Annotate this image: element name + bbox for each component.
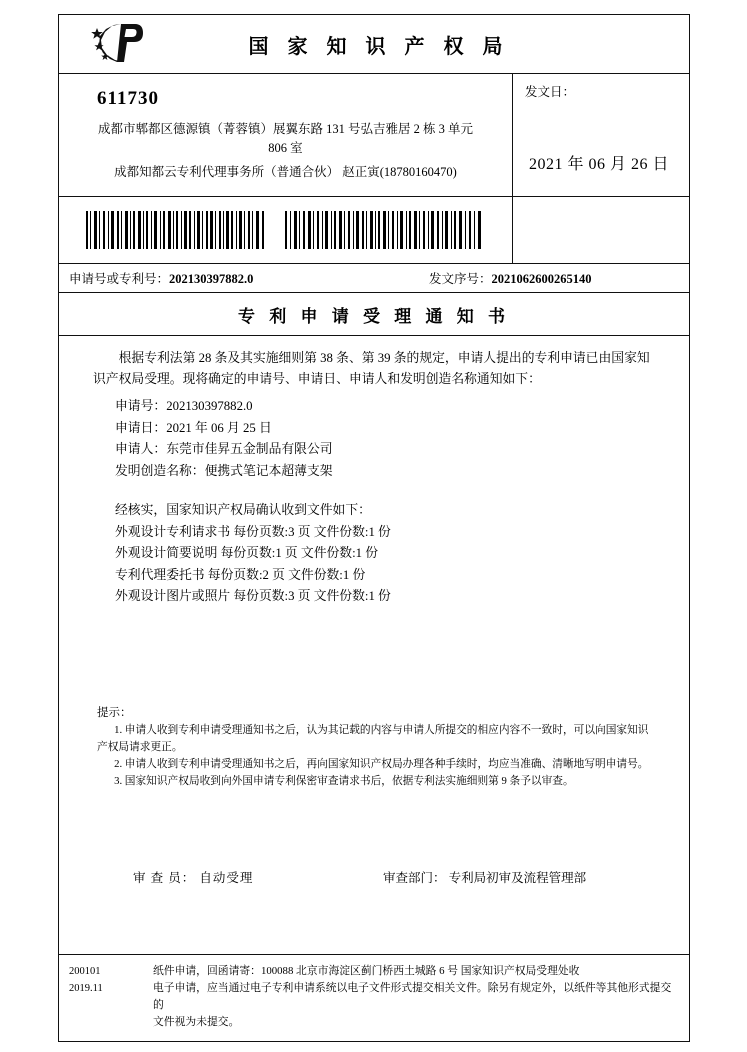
document-item-request: 外观设计专利请求书 每份页数:3 页 文件份数:1 份 bbox=[115, 524, 391, 539]
barcode-cell bbox=[59, 197, 513, 263]
document-footer bbox=[59, 954, 689, 1041]
footer-line-3: 文件视为未提交。 bbox=[153, 1016, 240, 1028]
document-item-power-of-attorney: 专利代理委托书 每份页数:2 页 文件份数:1 份 bbox=[115, 567, 366, 582]
note-item-3: 3. 国家知识产权局收到向外国申请专利保密审查请求书后，依据专利法实施细则第 9 条予以审查。 bbox=[114, 774, 574, 787]
application-number-field bbox=[59, 269, 369, 287]
barcode-application-number-icon bbox=[86, 211, 266, 249]
address-cell bbox=[59, 74, 513, 196]
footer-line-2: 电子申请，应当通过电子专利申请系统以电子文件形式提交相关文件。除另有规定外，以纸件等其他形式提交的 bbox=[153, 982, 672, 1011]
footer-version-date: 2019.11 bbox=[69, 983, 103, 994]
department-label: 审查部门： bbox=[383, 870, 446, 885]
field-application-date: 申请日：2021 年 06 月 25 日 bbox=[115, 420, 272, 435]
documents-heading: 经核实，国家知识产权局确认收到文件如下： bbox=[115, 503, 371, 517]
document-item-brief: 外观设计简要说明 每份页数:1 页 文件份数:1 份 bbox=[115, 546, 379, 560]
page-title: 国 家 知 识 产 权 局 bbox=[248, 35, 510, 58]
recipient-code: 611730 bbox=[97, 88, 159, 109]
barcode-dispatch-number-icon bbox=[285, 211, 485, 249]
footer-form-code: 200101 bbox=[69, 966, 101, 977]
address-date-row bbox=[59, 74, 689, 197]
fields-list bbox=[93, 396, 655, 482]
examiner-label: 审 查 员： bbox=[133, 870, 196, 885]
application-number-value: 202130397882.0 bbox=[169, 272, 254, 286]
dispatch-number-field bbox=[369, 269, 689, 287]
document-title: 专 利 申 请 受 理 通 知 书 bbox=[59, 293, 689, 336]
footer-codes bbox=[69, 963, 145, 1031]
note-item-1: 1. 申请人收到专利申请受理通知书之后，认为其记载的内容与申请人所提交的相应内容不一致时，可以向国家知识产权局请求更正。 bbox=[97, 723, 649, 753]
agent-line: 成都知都云专利代理事务所（普通合伙） 赵正寅(18780160470) bbox=[114, 165, 457, 179]
application-number-label: 申请号或专利号： bbox=[69, 272, 170, 286]
notes-section bbox=[93, 704, 655, 790]
field-application-number: 申请号：202130397882.0 bbox=[115, 399, 253, 413]
note-item-2: 2. 申请人收到专利申请受理通知书之后，再向国家知识产权局办理各种手续时，均应当准确、清晰地写明申请号。 bbox=[114, 757, 649, 770]
dispatch-number-label: 发文序号： bbox=[429, 272, 492, 286]
footer-text bbox=[145, 963, 679, 1031]
examiner-field bbox=[133, 868, 383, 886]
notice-document bbox=[58, 14, 690, 1042]
cnipa-emblem-logo-icon bbox=[91, 22, 147, 66]
field-invention-title: 发明创造名称：便携式笔记本超薄支架 bbox=[115, 463, 333, 478]
examiner-row bbox=[93, 868, 655, 900]
spacer bbox=[93, 482, 655, 500]
examiner-value: 自动受理 bbox=[199, 870, 254, 885]
document-body bbox=[59, 336, 689, 954]
document-item-drawings: 外观设计图片或照片 每份页数:3 页 文件份数:1 份 bbox=[115, 589, 391, 603]
barcode-row bbox=[59, 197, 689, 264]
dispatch-number-value: 2021062600265140 bbox=[491, 272, 592, 286]
date-cell bbox=[513, 74, 689, 196]
logo-cell bbox=[59, 22, 179, 66]
document-header bbox=[59, 15, 689, 74]
department-field bbox=[383, 868, 655, 886]
address-line-2: 806 室 bbox=[268, 141, 303, 155]
numbers-row bbox=[59, 264, 689, 293]
dispatch-date-value: 2021 年 06 月 26 日 bbox=[529, 156, 670, 173]
dispatch-date-label: 发文日： bbox=[525, 85, 576, 99]
intro-paragraph: 根据专利法第 28 条及其实施细则第 38 条、第 39 条的规定，申请人提出的专利申请已由国家知识产权局受理。现将确定的申请号、申请日、申请人和发明创造名称通知如下： bbox=[93, 351, 650, 386]
notes-label: 提示： bbox=[97, 706, 132, 719]
footer-line-1: 纸件申请，回函请寄：100088 北京市海淀区蓟门桥西土城路 6 号 国家知识产权局受理处收 bbox=[153, 965, 580, 977]
department-value: 专利局初审及流程管理部 bbox=[448, 870, 587, 885]
field-applicant: 申请人：东莞市佳昇五金制品有限公司 bbox=[115, 442, 333, 456]
address-line-1: 成都市郫都区德源镇（菁蓉镇）展翼东路 131 号弘吉雅居 2 栋 3 单元 bbox=[97, 122, 473, 136]
documents-list bbox=[93, 522, 655, 608]
